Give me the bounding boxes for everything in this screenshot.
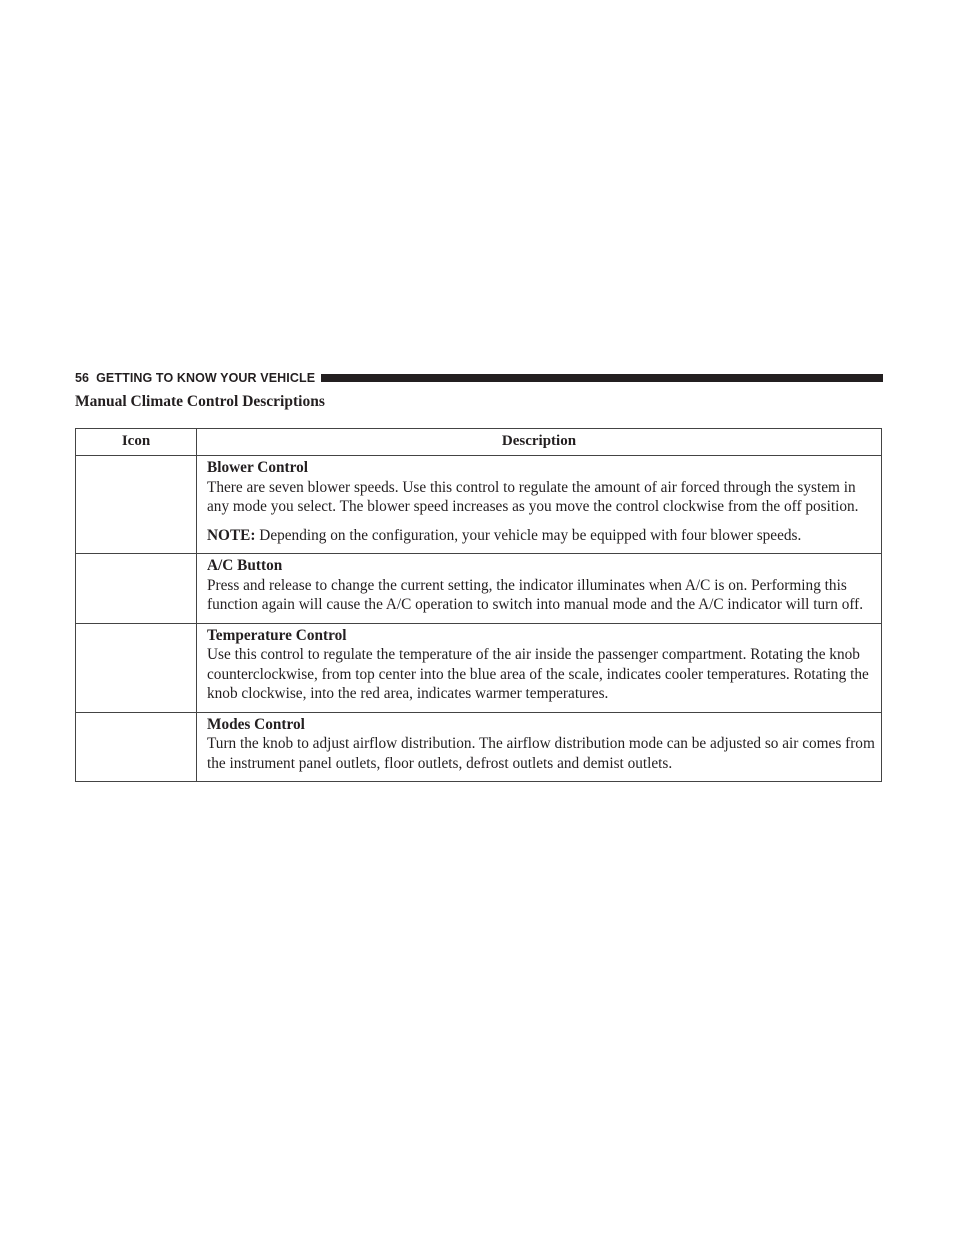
- page-number: 56: [75, 371, 90, 385]
- row-note: [207, 526, 877, 546]
- table-header-row: [76, 429, 882, 456]
- row-title: Blower Control: [207, 459, 308, 476]
- column-header-icon: Icon: [76, 429, 197, 456]
- icon-cell: [76, 623, 197, 712]
- section-title: GETTING TO KNOW YOUR VEHICLE: [96, 371, 316, 385]
- row-body: Press and release to change the current setting, the indicator illuminates when A/C is on. Performing this function again will cause the A/C operation to switch into manual mode and the A/C indicator will turn off.: [207, 576, 864, 613]
- column-header-description: Description: [197, 429, 882, 456]
- note-label: NOTE:: [207, 526, 256, 544]
- description-cell: [197, 623, 882, 712]
- row-title: Temperature Control: [207, 626, 347, 644]
- row-body: Use this control to regulate the temperature of the air inside the passenger compartment. Rotating the knob counterclockwise, from top center into the blue area of the scale, indicates cooler temperatures. Rotating the knob clockwise, into the red area, indicates warmer temperatures.: [207, 646, 869, 702]
- page-heading: Manual Climate Control Descriptions: [75, 393, 325, 410]
- icon-cell: [76, 554, 197, 624]
- description-cell: [197, 456, 882, 554]
- table-row-temperature-control: [76, 623, 882, 712]
- row-body: There are seven blower speeds. Use this control to regulate the amount of air forced through the system in any mode you select. The blower speed increases as you move the control clockwise from the off position.: [207, 478, 859, 515]
- row-body: Turn the knob to adjust airflow distribution. The airflow distribution mode can be adjusted so air comes from the instrument panel outlets, floor outlets, defrost outlets and demist outlets.: [207, 735, 875, 772]
- row-title: A/C Button: [207, 557, 283, 574]
- description-cell: [197, 712, 882, 782]
- table-row-blower-control: [76, 456, 882, 554]
- table-row-ac-button: [76, 554, 882, 624]
- row-title: Modes Control: [207, 715, 305, 733]
- climate-control-table: [75, 428, 882, 782]
- note-text: Depending on the configuration, your vehicle may be equipped with four blower speeds.: [255, 526, 802, 544]
- description-cell: [197, 554, 882, 624]
- icon-cell: [76, 456, 197, 554]
- header-rule: [321, 374, 883, 382]
- running-header: [75, 370, 883, 386]
- table-row-modes-control: [76, 712, 882, 782]
- icon-cell: [76, 712, 197, 782]
